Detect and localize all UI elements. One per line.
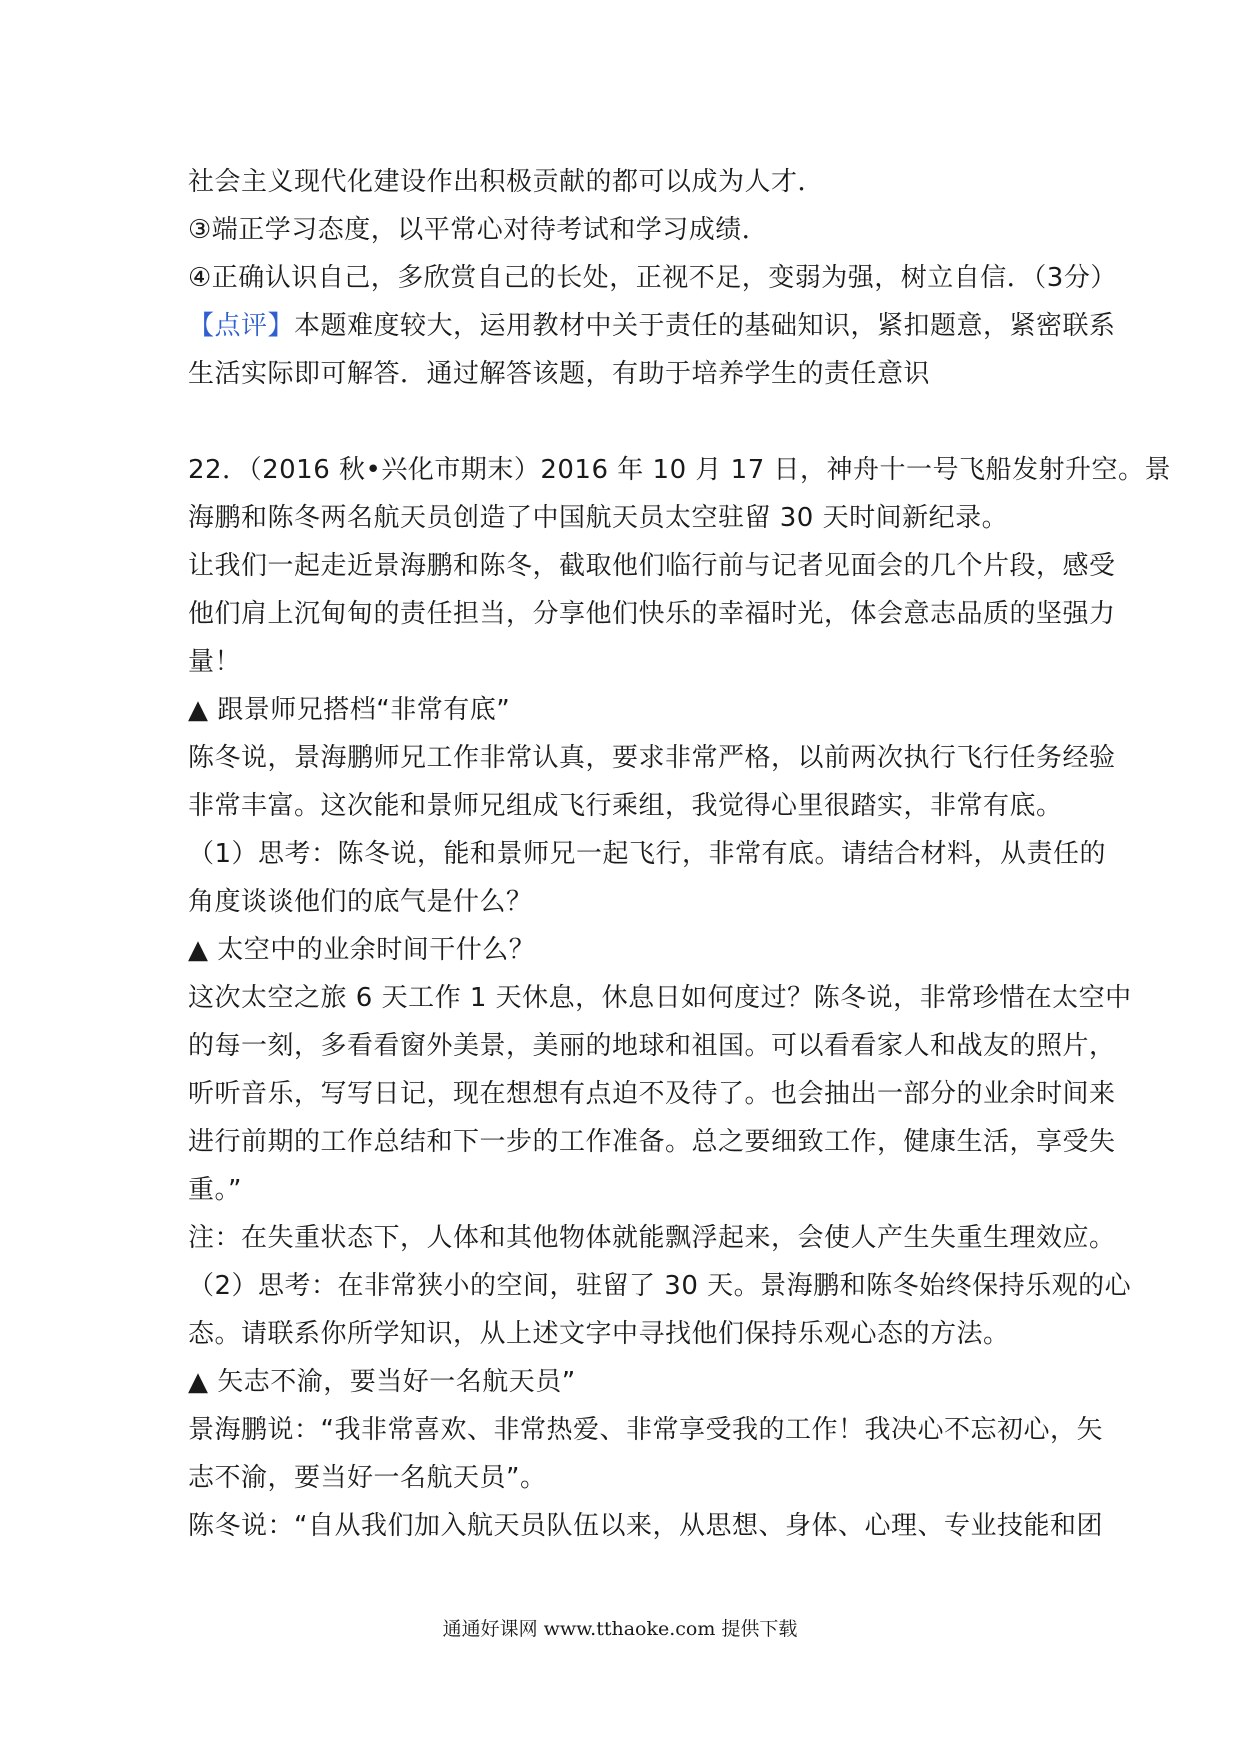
document-body <box>188 158 1172 1550</box>
section-heading: ▲ 跟景师兄搭档“非常有底” <box>188 695 511 725</box>
text-line: 志不渝，要当好一名航天员”。 <box>188 1463 547 1493</box>
text-line: 海鹏和陈冬两名航天员创造了中国航天员太空驻留 30 天时间新纪录。 <box>188 503 1009 533</box>
text-line: 陈冬说：“自从我们加入航天员队伍以来，从思想、身体、心理、专业技能和团 <box>188 1511 1103 1541</box>
text-line: 重。” <box>188 1175 242 1205</box>
text-line: 角度谈谈他们的底气是什么？ <box>188 887 533 917</box>
comment-text: 本题难度较大，运用教材中关于责任的基础知识，紧扣题意，紧密联系 <box>294 311 1116 341</box>
text-line: 景海鹏说：“我非常喜欢、非常热爱、非常享受我的工作！我决心不忘初心，矢 <box>188 1415 1103 1445</box>
sub-question: （2）思考：在非常狭小的空间，驻留了 30 天。景海鹏和陈冬始终保持乐观的心 <box>188 1271 1132 1301</box>
text-line: 让我们一起走近景海鹏和陈冬，截取他们临行前与记者见面会的几个片段，感受 <box>188 551 1116 581</box>
text-line: 进行前期的工作总结和下一步的工作准备。总之要细致工作，健康生活，享受失 <box>188 1127 1116 1157</box>
comment-line-2: 生活实际即可解答．通过解答该题，有助于培养学生的责任意识 <box>188 359 931 389</box>
page-footer: 通通好课网 www.tthaoke.com 提供下载 <box>442 1618 798 1640</box>
text-line: 社会主义现代化建设作出积极贡献的都可以成为人才． <box>188 167 825 197</box>
text-line: ③端正学习态度，以平常心对待考试和学习成绩． <box>188 215 769 245</box>
comment-label: 【点评】 <box>188 311 295 341</box>
text-line: 陈冬说，景海鹏师兄工作非常认真，要求非常严格，以前两次执行飞行任务经验 <box>188 743 1116 773</box>
paragraph-gap <box>188 398 1068 446</box>
text-line: ④正确认识自己，多欣赏自己的长处，正视不足，变弱为强，树立自信．（3分） <box>188 263 1117 293</box>
text-line: 他们肩上沉甸甸的责任担当，分享他们快乐的幸福时光，体会意志品质的坚强力 <box>188 599 1116 629</box>
question-title: 22．（2016 秋•兴化市期末）2016 年 10 月 17 日，神舟十一号飞船发射升空。景 <box>188 455 1172 485</box>
text-line: 的每一刻，多看看窗外美景，美丽的地球和祖国。可以看看家人和战友的照片， <box>188 1031 1116 1061</box>
text-line: 这次太空之旅 6 天工作 1 天休息，休息日如何度过？陈冬说，非常珍惜在太空中 <box>188 983 1132 1013</box>
text-line: 量！ <box>188 647 242 677</box>
text-line: 态。请联系你所学知识，从上述文字中寻找他们保持乐观心态的方法。 <box>188 1319 1010 1349</box>
sub-question: （1）思考：陈冬说，能和景师兄一起飞行，非常有底。请结合材料，从责任的 <box>188 839 1107 869</box>
section-heading: ▲ 太空中的业余时间干什么？ <box>188 935 536 965</box>
note-line: 注：在失重状态下，人体和其他物体就能飘浮起来，会使人产生失重生理效应。 <box>188 1223 1116 1253</box>
text-line: 非常丰富。这次能和景师兄组成飞行乘组，我觉得心里很踏实，非常有底。 <box>188 791 1063 821</box>
comment-line <box>188 302 1116 350</box>
section-heading: ▲ 矢志不渝，要当好一名航天员” <box>188 1367 576 1397</box>
text-line: 听听音乐，写写日记，现在想想有点迫不及待了。也会抽出一部分的业余时间来 <box>188 1079 1116 1109</box>
